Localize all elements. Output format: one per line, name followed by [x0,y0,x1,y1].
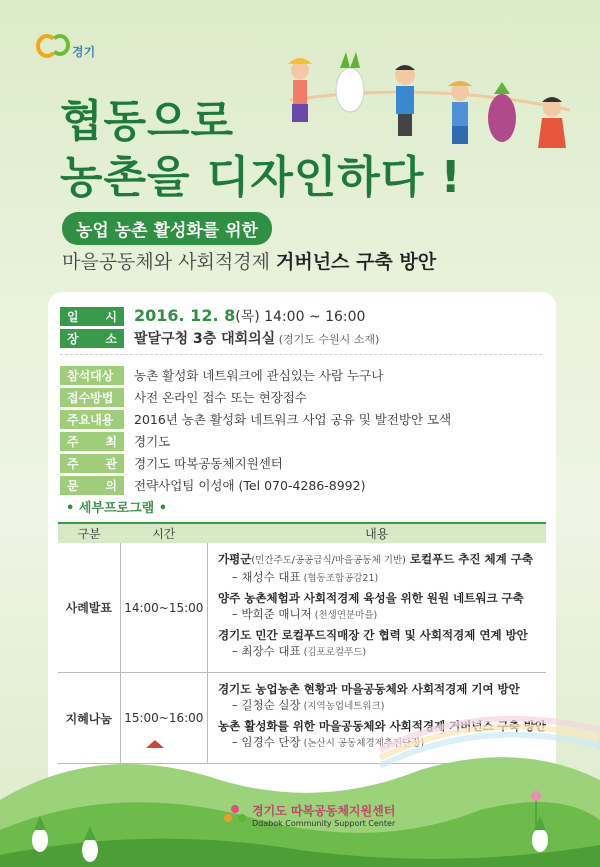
label-registration: 접수방법 [60,388,124,407]
speaker: – 길청순 실장 (지역농업네트워크) [232,698,385,712]
gyeonggi-logo [36,28,116,64]
row-time: 15:00~16:00 [120,673,207,764]
value-audience: 농촌 활성화 네트워크에 관심있는 사람 누구나 [134,368,384,383]
value-content: 2016년 농촌 활성화 네트워크 사업 공유 및 발전방안 모색 [134,412,452,427]
speaker: – 박희준 매니저 (천생연분마을) [232,607,378,621]
topic: 가평군(민간주도/공공급식/마을공동체 기반) 로컬푸드 추진 체계 구축 [218,552,533,566]
event-info-bottom [60,365,540,497]
label-audience: 참석대상 [60,366,124,385]
speaker: – 채성수 대표 (협동조합공감21) [232,570,379,584]
subtitle-normal: 마을공동체와 사회적경제 [62,251,276,273]
row-time: 14:00~15:00 [120,543,207,673]
label-host: 주 최 [60,432,124,451]
info-row-inquiry [60,475,540,495]
header-content: 내용 [208,523,546,543]
label-venue: 장 소 [60,329,124,348]
topic: 농촌 활성화를 위한 마을공동체와 사회적경제 거버넌스 구축 방안 [218,719,546,733]
info-row-registration [60,387,540,407]
footer-org-name: 경기도 따복공동체지원센터 [252,804,396,818]
topic: 경기도 민간 로컬푸드직매장 간 협력 및 사회적경제 연계 방안 [218,628,528,642]
info-row-venue [60,328,540,348]
topic: 경기도 농업농촌 현황과 마을공동체와 사회적경제 기여 방안 [218,682,520,696]
title-line-1: 협동으로 [60,96,235,147]
program-header-row [58,523,546,543]
gyeonggi-logo-icon [36,30,70,62]
row-category: 지혜나눔 [58,673,120,764]
program-section-title: • 세부프로그램 • [66,501,168,516]
value-organizer: 경기도 따복공동체지원센터 [134,456,283,471]
label-date: 일 시 [60,307,124,326]
value-inquiry: 전략사업팀 이성애 (Tel 070-4286-8992) [134,478,366,493]
row-content [208,543,546,673]
footer-org-logo [222,797,422,833]
info-row-host [60,431,540,451]
program-row-case [58,543,546,673]
info-row-content [60,409,540,429]
subtitle-tag: 농업 농촌 활성화를 위한 [62,212,272,245]
value-registration: 사전 온라인 접수 또는 현장접수 [134,390,307,405]
label-content: 주요내용 [60,410,124,429]
label-organizer: 주 관 [60,454,124,473]
value-date: 2016. 12. 8(목) 14:00 ~ 16:00 [134,306,366,325]
main-title [30,94,570,206]
logo-text: 경기 [72,44,96,59]
header-category: 구분 [58,523,120,543]
subtitle [62,247,436,274]
info-row-organizer [60,453,540,473]
speaker: – 최장수 대표 (김포로컬푸드) [232,644,367,658]
ddabok-logo-icon [222,802,248,828]
label-inquiry: 문 의 [60,476,124,495]
hills-illustration [0,690,600,867]
divider [60,354,542,355]
header-time: 시간 [120,523,207,543]
event-info-top [60,306,540,350]
info-row-date [60,306,540,326]
value-venue: 팔달구청 3층 대회의실 (경기도 수원시 소재) [134,331,380,347]
info-row-audience [60,365,540,385]
row-category: 사례발표 [58,543,120,673]
topic: 양주 농촌체험과 사회적경제 육성을 위한 원원 네트워크 구축 [218,591,524,605]
footer-org-name-en: Ddabok Community Support Center [252,819,396,828]
speaker: – 임경수 단장 (논산시 공동체경제추진단장) [232,735,425,749]
value-host: 경기도 [134,434,171,449]
title-line-2: 농촌을 디자인하다 ! [60,152,462,203]
subtitle-bold: 거버넌스 구축 방안 [275,251,437,273]
